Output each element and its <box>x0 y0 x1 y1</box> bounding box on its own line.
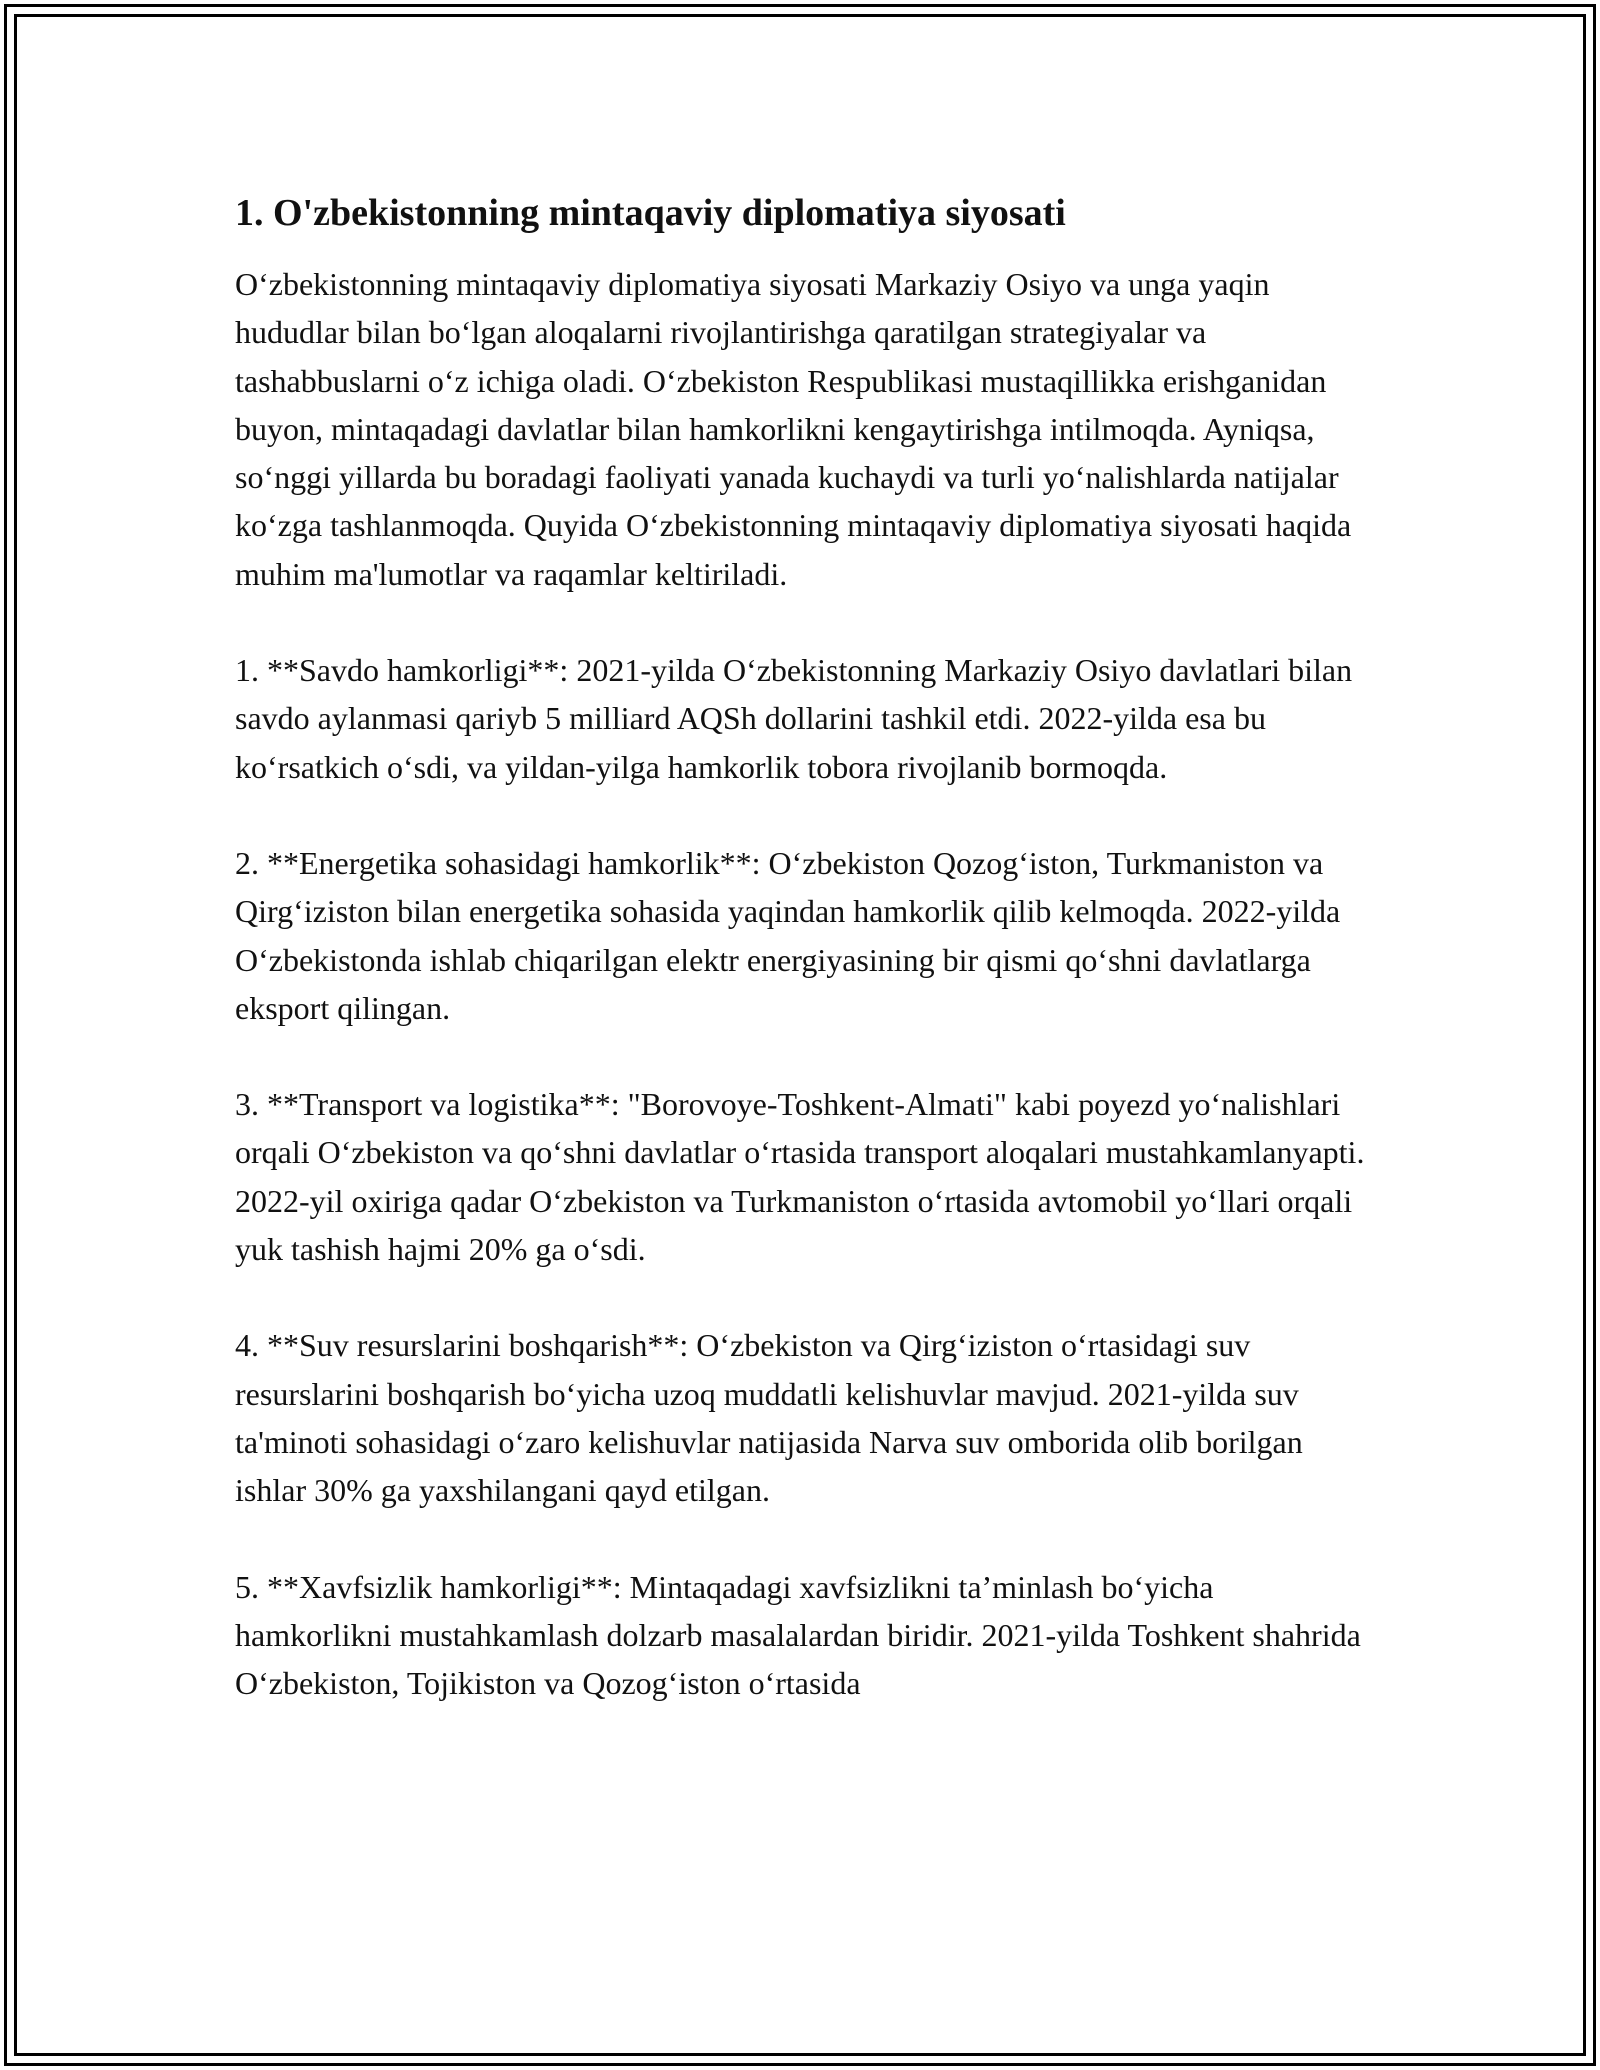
list-item-energy: 2. **Energetika sohasidagi hamkorlik**: Oʻzbekiston Qozogʻiston, Turkmaniston va Qirgʻiziston bilan energetika sohasida yaqindan hamkorlik qilib kelmoqda. 2022-yilda Oʻzbekistonda ishlab chiqarilgan elektr energiyasining bir qismi qoʻshni davlatlarga eksport qilingan. <box>235 844 1341 1026</box>
list-item-water: 4. **Suv resurslarini boshqarish**: Oʻzbekiston va Qirgʻiziston oʻrtasidagi suv resurslarini boshqarish boʻyicha uzoq muddatli kelishuvlar mavjud. 2021-yilda suv ta'minoti sohasidagi oʻzaro kelishuvlar natijasida Narva suv omborida olib borilgan ishlar 30% ga yaxshilangani qayd etilgan. <box>235 1327 1303 1509</box>
list-item-trade: 1. **Savdo hamkorligi**: 2021-yilda Oʻzbekistonning Markaziy Osiyo davlatlari bilan savdo aylanmasi qariyb 5 milliard AQSh dollarini tashkil etdi. 2022-yilda esa bu koʻrsatkich oʻsdi, va yildan-yilga hamkorlik tobora rivojlanib bormoqda. <box>235 652 1353 785</box>
list-item-transport: 3. **Transport va logistika**: "Borovoye-Toshkent-Almati" kabi poyezd yoʻnalishlari orqali Oʻzbekiston va qoʻshni davlatlar oʻrtasida transport aloqalari mustahkamlanyapti. 2022-yil oxiriga qadar Oʻzbekiston va Turkmaniston oʻrtasida avtomobil yoʻllari orqali yuk tashish hajmi 20% ga oʻsdi. <box>235 1086 1365 1268</box>
list-item-security: 5. **Xavfsizlik hamkorligi**: Mintaqadagi xavfsizlikni taʼminlash boʻyicha hamkorlikni mustahkamlash dolzarb masalalardan biridir. 2021-yilda Toshkent shahrida Oʻzbekiston, Tojikiston va Qozogʻiston oʻrtasida <box>235 1568 1361 1702</box>
page-title: 1. O'zbekistonning mintaqaviy diplomatiya siyosati <box>235 192 1066 234</box>
document-body <box>235 188 1370 1707</box>
intro-paragraph: Oʻzbekistonning mintaqaviy diplomatiya siyosati Markaziy Osiyo va unga yaqin hududlar bilan boʻlgan aloqalarni rivojlantirishga qaratilgan strategiyalar va tashabbuslarni oʻz ichiga oladi. Oʻzbekiston Respublikasi mustaqillikka erishganidan buyon, mintaqadagi davlatlar bilan hamkorlikni kengaytirishga intilmoqda. Ayniqsa, soʻnggi yillarda bu boradagi faoliyati yanada kuchaydi va turli yoʻnalishlarda natijalar koʻzga tashlanmoqda. Quyida Oʻzbekistonning mintaqaviy diplomatiya siyosati haqida muhim ma'lumotlar va raqamlar keltiriladi. <box>235 266 1352 592</box>
